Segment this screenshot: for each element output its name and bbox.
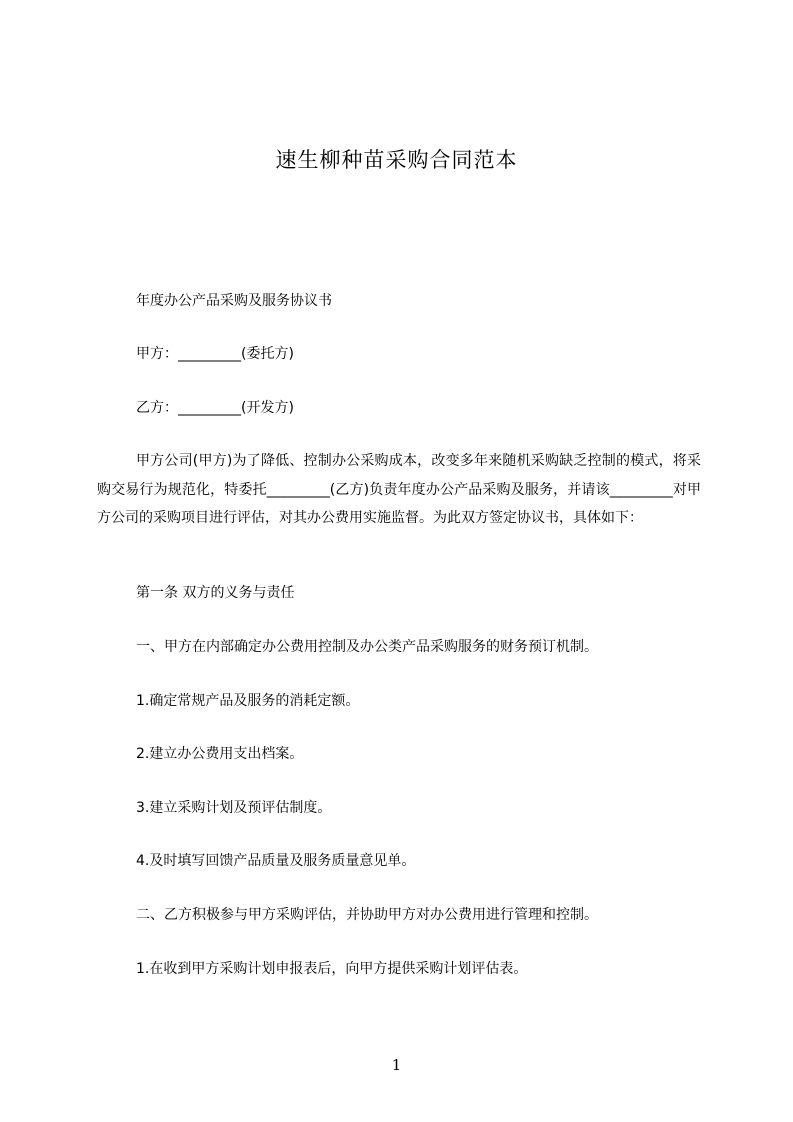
- list-item: 2.建立办公费用支出档案。: [136, 746, 304, 762]
- document-title: 速生柳种苗采购合同范本: [275, 148, 518, 172]
- page-number: 1: [391, 1056, 402, 1074]
- section-2-heading: 二、乙方积极参与甲方采购评估，并协助甲方对办公费用进行管理和控制。: [136, 907, 598, 923]
- party-a-line: 甲方：_________(委托方): [136, 346, 294, 362]
- list-item: 3.建立采购计划及预评估制度。: [136, 800, 332, 816]
- article-1-heading: 第一条 双方的义务与责任: [136, 585, 295, 601]
- section-1-heading: 一、甲方在内部确定办公费用控制及办公类产品采购服务的财务预订机制。: [136, 639, 598, 655]
- intro-paragraph: 甲方公司(甲方)为了降低、控制办公采购成本，改变多年来随机采购缺乏控制的模式，将采购交易行为规范化，特委托_________(乙方)负责年度办公产品采购及服务，并请该_________对甲方公司的采购项目进行评估，对其办公费用实施监督。为此双方签定协议书，具体如下：: [97, 453, 701, 526]
- list-item: 1.确定常规产品及服务的消耗定额。: [136, 693, 360, 709]
- list-item: 1.在收到甲方采购计划申报表后，向甲方提供采购计划评估表。: [136, 961, 528, 977]
- agreement-subtitle: 年度办公产品采购及服务协议书: [136, 293, 332, 309]
- party-b-line: 乙方：_________(开发方): [136, 400, 294, 416]
- list-item: 4.及时填写回馈产品质量及服务质量意见单。: [136, 853, 416, 869]
